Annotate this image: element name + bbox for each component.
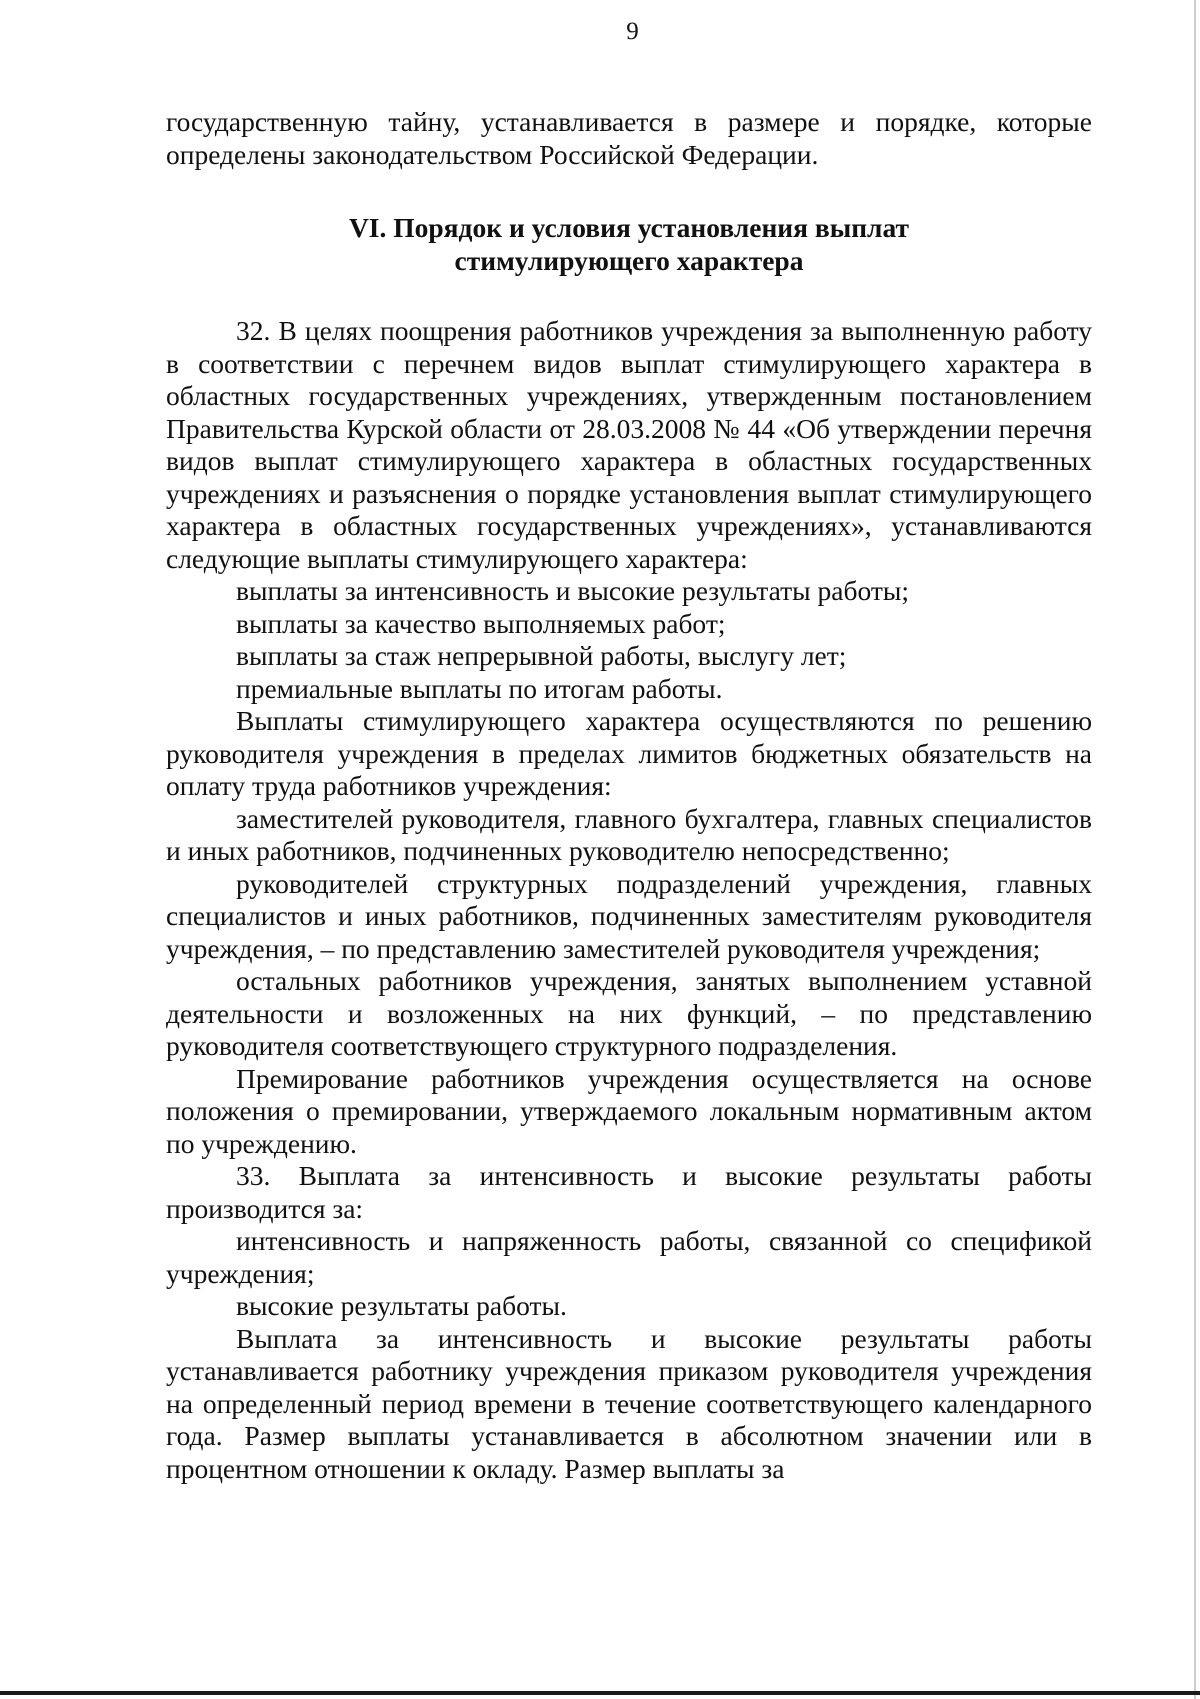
list-item-seniority-payments: выплаты за стаж непрерывной работы, выслугу лет; bbox=[236, 640, 847, 671]
list-item-intensity-payments: выплаты за интенсивность и высокие результаты работы; bbox=[236, 575, 909, 606]
intro-paragraph: государственную тайну, устанавливается в размере и порядке, которые определены законодательством Российской Федерации. bbox=[166, 106, 1092, 170]
list-item-quality-payments: выплаты за качество выполняемых работ; bbox=[236, 607, 726, 639]
page-number: 9 bbox=[626, 18, 639, 45]
list-item-bonus-payments: премиальные выплаты по итогам работы. bbox=[236, 672, 723, 704]
list-item-intensity-workload: интенсивность и напряженность работы, связанной со спецификой учреждения; bbox=[166, 1225, 1092, 1289]
paragraph-bonus-regulation: Премирование работников учреждения осуществляется на основе положения о премировании, утверждаемого локальным нормативным актом по учреждению. bbox=[166, 1062, 1092, 1159]
paragraph-33: 33. Выплата за интенсивность и высокие результаты работы производится за: bbox=[166, 1160, 1092, 1224]
section-heading-line-1: VI. Порядок и условия установления выплат bbox=[348, 212, 910, 243]
list-item-high-results: высокие результаты работы. bbox=[236, 1290, 567, 1321]
paragraph-payment-order: Выплата за интенсивность и высокие результаты работы устанавливается работнику учреждения приказом руководителя учреждения на определенный период времени в течение соответствующего календарного года. Размер выплаты устанавливается в абсолютном значении или в процентном отношении к окладу. Размер выплаты за bbox=[166, 1322, 1092, 1484]
section-heading bbox=[166, 211, 1092, 277]
list-item-other-employees: остальных работников учреждения, занятых выполнением уставной деятельности и возложенных на них функций, – по представлению руководителя соответствующего структурного подразделения. bbox=[166, 965, 1092, 1061]
section-heading-line-2: стимулирующего характера bbox=[454, 245, 804, 276]
list-item-deputies: заместителей руководителя, главного бухгалтера, главных специалистов и иных работников, подчиненных руководителю непосредственно; bbox=[166, 802, 1092, 866]
paragraph-32: 32. В целях поощрения работников учреждения за выполненную работу в соответствии с перечнем видов выплат стимулирующего характера в областных государственных учреждениях, утвержденным постановлением Правительства Курской области от 28.03.2008 № 44 «Об утверждении перечня видов выплат стимулирующего характера в областных государственных учреждениях и разъяснения о порядке установления выплат стимулирующего характера в областных государственных учреждениях», устанавливаются следующие выплаты стимулирующего характера: bbox=[166, 315, 1092, 574]
list-item-department-heads: руководителей структурных подразделений учреждения, главных специалистов и иных работников, подчиненных заместителям руководителя учреждения, – по представлению заместителей руководителя учреждения; bbox=[166, 867, 1092, 964]
paragraph-payments-decision: Выплаты стимулирующего характера осуществляются по решению руководителя учреждения в пределах лимитов бюджетных обязательств на оплату труда работников учреждения: bbox=[166, 705, 1092, 801]
scan-bottom-rule bbox=[0, 1691, 1200, 1695]
scan-edge-line bbox=[1194, 0, 1196, 1699]
document-body bbox=[166, 106, 1092, 1485]
